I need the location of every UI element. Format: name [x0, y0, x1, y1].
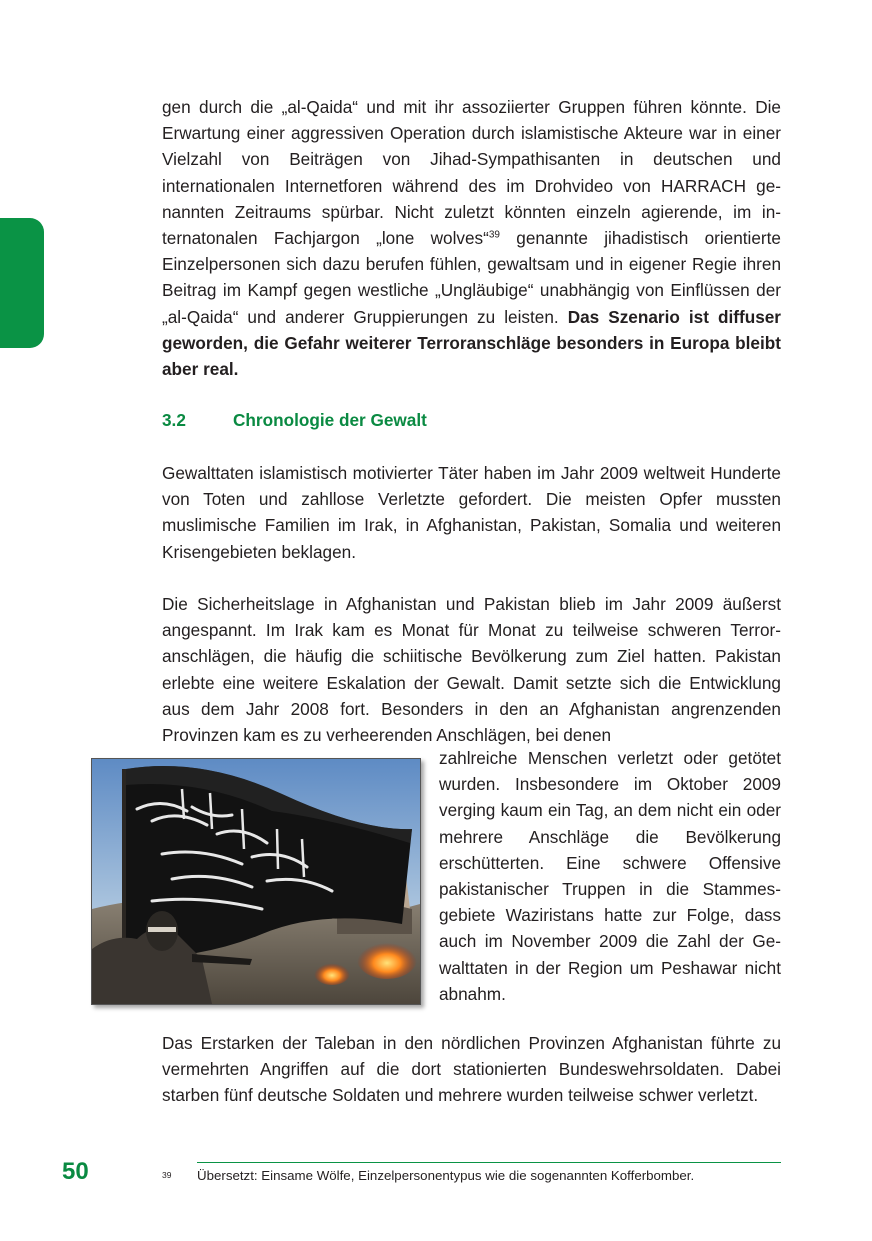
paragraph-violence — [162, 460, 781, 565]
footnote-reference[interactable]: 39 — [488, 229, 500, 241]
footnote-divider — [197, 1162, 781, 1163]
section-number: 3.2 — [162, 410, 186, 430]
footnote-number: 39 — [162, 1170, 172, 1180]
paragraph-taleban — [162, 1030, 781, 1109]
page-number: 50 — [62, 1158, 89, 1185]
paragraph-violence-text: Gewalttaten islamistisch motivierter Täter haben im Jahr 2009 weltweit Hunderte von Toten und zahllose Verletzte gefordert. Die meisten Opfer mussten muslimische Familien im Irak, in Afghanistan, Pakistan, Somalia und weiteren Krisengebieten beklagen. — [162, 463, 781, 562]
chapter-tab-marker — [0, 218, 44, 348]
footnote-text: Übersetzt: Einsame Wölfe, Einzelpersonentypus wie die sogenannten Kofferbomber. — [197, 1168, 695, 1183]
paragraph-intro — [162, 94, 781, 382]
paragraph-security-cont — [439, 745, 781, 1007]
section-title: Chronologie der Gewalt — [233, 410, 427, 430]
paragraph-intro-bold: Das Szenario ist diffuser geworden, die Gefahr weiterer Terroranschläge besonders in Europa bleibt aber real. — [162, 306, 781, 380]
photo-black-flag — [91, 758, 421, 1005]
section-heading — [162, 407, 781, 433]
photo-illustration — [92, 759, 420, 1004]
paragraph-intro-text-cont: genannte jihadistisch orientierte Einzelpersonen sich dazu berufen fühlen, gewaltsam und in eigener Regie ihren Beitrag im Kampf gegen westliche „Ungläubige“ unabhängig von Einflüssen der „al-Qaida“ und anderer Gruppierungen zu leisten. — [162, 228, 781, 327]
paragraph-security-text: Die Sicherheitslage in Afghanistan und Pakistan blieb im Jahr 2009 äußerst angespannt. Im Irak kam es Monat für Monat zu teilweise schweren Terroranschlägen, die häufig die schiitische Bevölkerung zum Ziel hatten. Pakistan erlebte eine weitere Eskalation der Gewalt. Damit setzte sich die Entwicklung aus dem Jahr 2008 fort. Besonders in den an Afghanistan angrenzenden Provinzen kam es zu verheerenden Anschlägen, bei denen — [162, 594, 781, 746]
paragraph-taleban-text: Das Erstarken der Taleban in den nördlichen Provinzen Afghanistan führte zu vermehrten Angriffen auf die dort stationierten Bundeswehrsoldaten. Dabei starben fünf deutsche Soldaten und mehrere wurden teilweise schwer verletzt. — [162, 1033, 781, 1106]
paragraph-intro-text: gen durch die „al-Qaida“ und mit ihr assoziierter Gruppen führen könnte. Die Erwartung einer aggressiven Operation durch islamistische Akteure war in einer Vielzahl von Beiträgen von Jihad-Sympathisanten in deutschen und internationalen Internetforen während des im Drohvideo von HARRACH genannten Zeitraums spürbar. Nicht zuletzt könnten einzeln agierende, im internatonalen Fachjargon „lone wolves“ — [162, 97, 781, 249]
paragraph-security-cont-text: zahlreiche Menschen verletzt oder getötet wurden. Insbesondere im Oktober 2009 verging kaum ein Tag, an dem nicht ein oder mehrere Anschläge die Bevölkerung erschütterten. Eine schwere Offensive pakistanischer Truppen in die Stammesgebiete Waziristans hatte zur Folge, dass auch im November 2009 die Zahl der Gewalttaten in der Region um Peshawar nicht abnahm. — [439, 748, 781, 1004]
paragraph-security — [162, 591, 781, 748]
